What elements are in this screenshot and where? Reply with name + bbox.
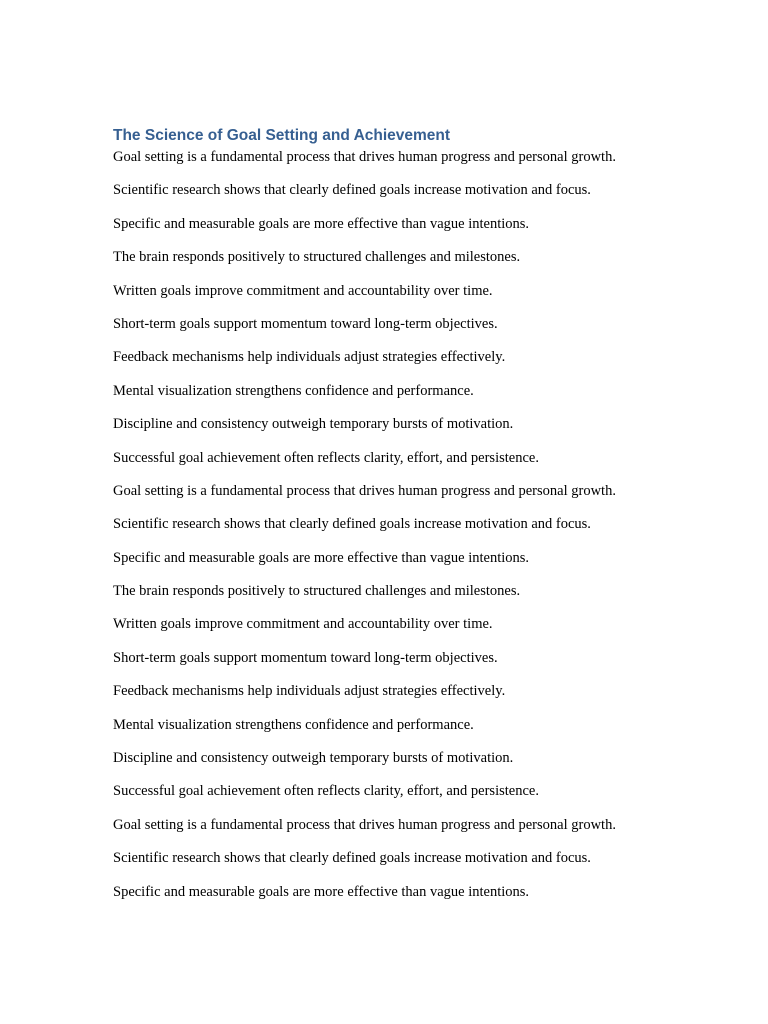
paragraph: Short-term goals support momentum toward long-term objectives. [113,315,498,332]
paragraph: Mental visualization strengthens confidence and performance. [113,716,474,733]
paragraph: Goal setting is a fundamental process that drives human progress and personal growth. [113,816,616,833]
paragraph: Goal setting is a fundamental process that drives human progress and personal growth. [113,149,616,165]
paragraph: Scientific research shows that clearly defined goals increase motivation and focus. [113,850,591,867]
paragraph: Discipline and consistency outweigh temporary bursts of motivation. [113,416,514,433]
paragraph: Discipline and consistency outweigh temporary bursts of motivation. [113,750,514,767]
paragraph: Successful goal achievement often reflects clarity, effort, and persistence. [113,449,539,466]
paragraph: The brain responds positively to structured challenges and milestones. [113,249,521,266]
paragraph: The brain responds positively to structured challenges and milestones. [113,583,521,600]
paragraph: Written goals improve commitment and accountability over time. [113,282,493,299]
paragraph: Feedback mechanisms help individuals adjust strategies effectively. [113,683,506,700]
paragraph: Specific and measurable goals are more effective than vague intentions. [113,549,530,566]
paragraph: Specific and measurable goals are more effective than vague intentions. [113,883,530,900]
paragraph: Scientific research shows that clearly defined goals increase motivation and focus. [113,516,591,533]
paragraph: Written goals improve commitment and accountability over time. [113,616,493,633]
paragraph: Scientific research shows that clearly defined goals increase motivation and focus. [113,182,591,199]
document-title: The Science of Goal Setting and Achievement [113,127,451,144]
paragraph: Goal setting is a fundamental process that drives human progress and personal growth. [113,482,616,499]
paragraph: Specific and measurable goals are more effective than vague intentions. [113,215,530,232]
paragraph: Feedback mechanisms help individuals adjust strategies effectively. [113,349,506,366]
document-body [113,124,713,915]
paragraph: Short-term goals support momentum toward long-term objectives. [113,649,498,666]
paragraph: Mental visualization strengthens confidence and performance. [113,382,474,399]
paragraph: Successful goal achievement often reflects clarity, effort, and persistence. [113,783,539,800]
